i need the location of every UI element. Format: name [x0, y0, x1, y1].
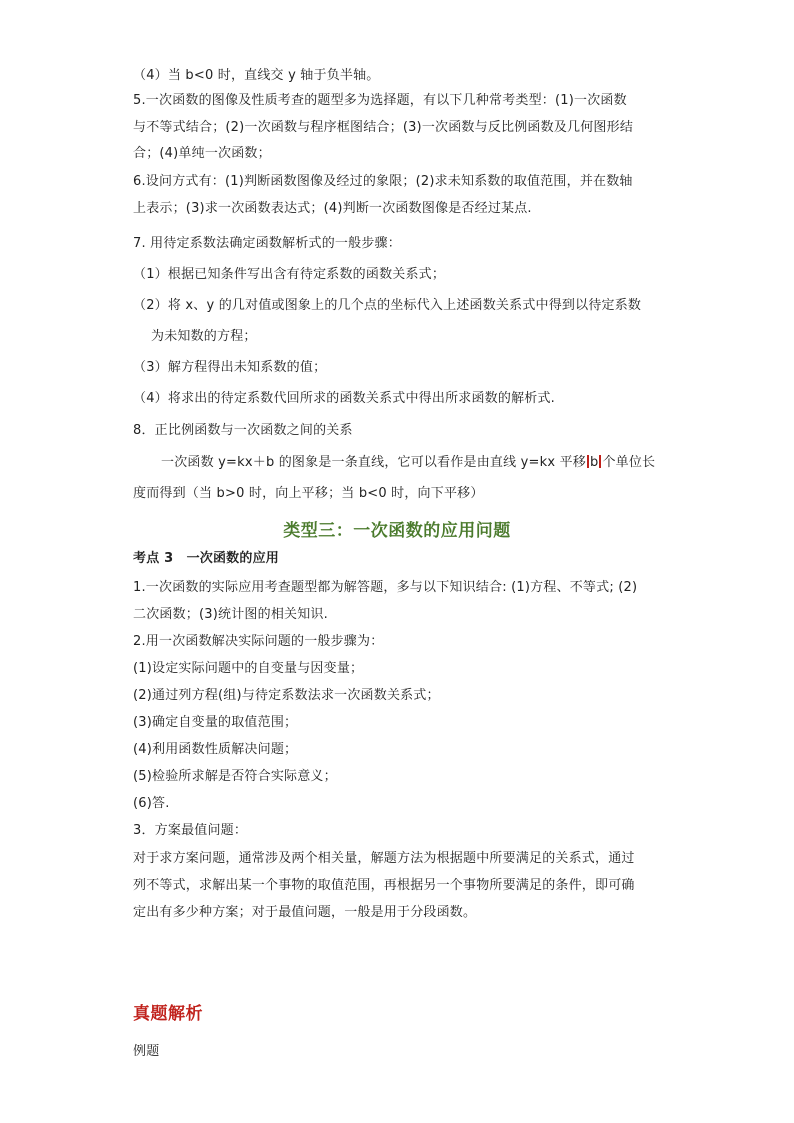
- text-line: （3）解方程得出未知系数的值；: [133, 360, 327, 375]
- text-line: 度而得到（当 b>0 时，向上平移；当 b<0 时，向下平移）: [133, 486, 484, 501]
- abs-variable: b: [590, 455, 599, 470]
- text-segment: 一次函数 y=kx＋b 的图象是一条直线，它可以看作是由直线 y=kx 平移: [161, 455, 586, 470]
- section-title: 类型三：一次函数的应用问题: [283, 521, 511, 541]
- text-line: 列不等式，求解出某一个事物的取值范围，再根据另一个事物所要满足的条件，即可确: [133, 878, 635, 893]
- text-line: 2.用一次函数解决实际问题的一般步骤为：: [133, 634, 384, 649]
- abs-bar-left: [587, 455, 589, 468]
- text-line: （1）根据已知条件写出含有待定系数的函数关系式；: [133, 267, 446, 282]
- text-line: (3)确定自变量的取值范围；: [133, 715, 298, 730]
- text-line: 上表示；(3)求一次函数表达式；(4)判断一次函数图像是否经过某点.: [133, 201, 532, 216]
- example-label: 例题: [133, 1044, 160, 1059]
- text-line: (1)设定实际问题中的自变量与因变量；: [133, 661, 364, 676]
- text-line: 与不等式结合；(2)一次函数与程序框图结合；(3)一次函数与反比例函数及几何图形结: [133, 120, 634, 135]
- text-line: （4）将求出的待定系数代回所求的函数关系式中得出所求函数的解析式.: [133, 391, 556, 406]
- text-line: (6)答.: [133, 796, 170, 811]
- text-line: 5.一次函数的图像及性质考查的题型多为选择题，有以下几种常考类型：(1)一次函数: [133, 93, 627, 108]
- text-segment: 个单位长: [602, 455, 656, 470]
- text-line: (4)利用函数性质解决问题；: [133, 742, 298, 757]
- text-line: 3．方案最值问题：: [133, 823, 248, 838]
- text-line: (5)检验所求解是否符合实际意义；: [133, 769, 337, 784]
- text-line: （4）当 b<0 时，直线交 y 轴于负半轴。: [133, 68, 380, 83]
- text-line: 1.一次函数的实际应用考查题型都为解答题，多与以下知识结合: (1)方程、不等式; (2): [133, 580, 638, 595]
- text-line: 为未知数的方程；: [151, 329, 257, 344]
- text-line: （2）将 x、y 的几对值或图象上的几个点的坐标代入上述函数关系式中得到以待定系数: [133, 298, 642, 313]
- text-line: 二次函数；(3)统计图的相关知识.: [133, 607, 328, 622]
- exam-point-heading: 考点 3 一次函数的应用: [133, 551, 279, 566]
- text-line: (2)通过列方程(组)与待定系数法求一次函数关系式；: [133, 688, 440, 703]
- text-line: 对于求方案问题，通常涉及两个相关量，解题方法为根据题中所要满足的关系式，通过: [133, 851, 635, 866]
- text-line: 定出有多少种方案；对于最值问题，一般是用于分段函数。: [133, 905, 477, 920]
- text-line: 6.设问方式有：(1)判断函数图像及经过的象限；(2)求未知系数的取值范围，并在数轴: [133, 174, 633, 189]
- text-line: 合；(4)单纯一次函数；: [133, 146, 271, 161]
- text-line: 7. 用待定系数法确定函数解析式的一般步骤：: [133, 236, 401, 251]
- text-line-translation: [161, 454, 655, 472]
- text-line: 8．正比例函数与一次函数之间的关系: [133, 423, 353, 438]
- real-exam-heading: 真题解析: [133, 1004, 203, 1024]
